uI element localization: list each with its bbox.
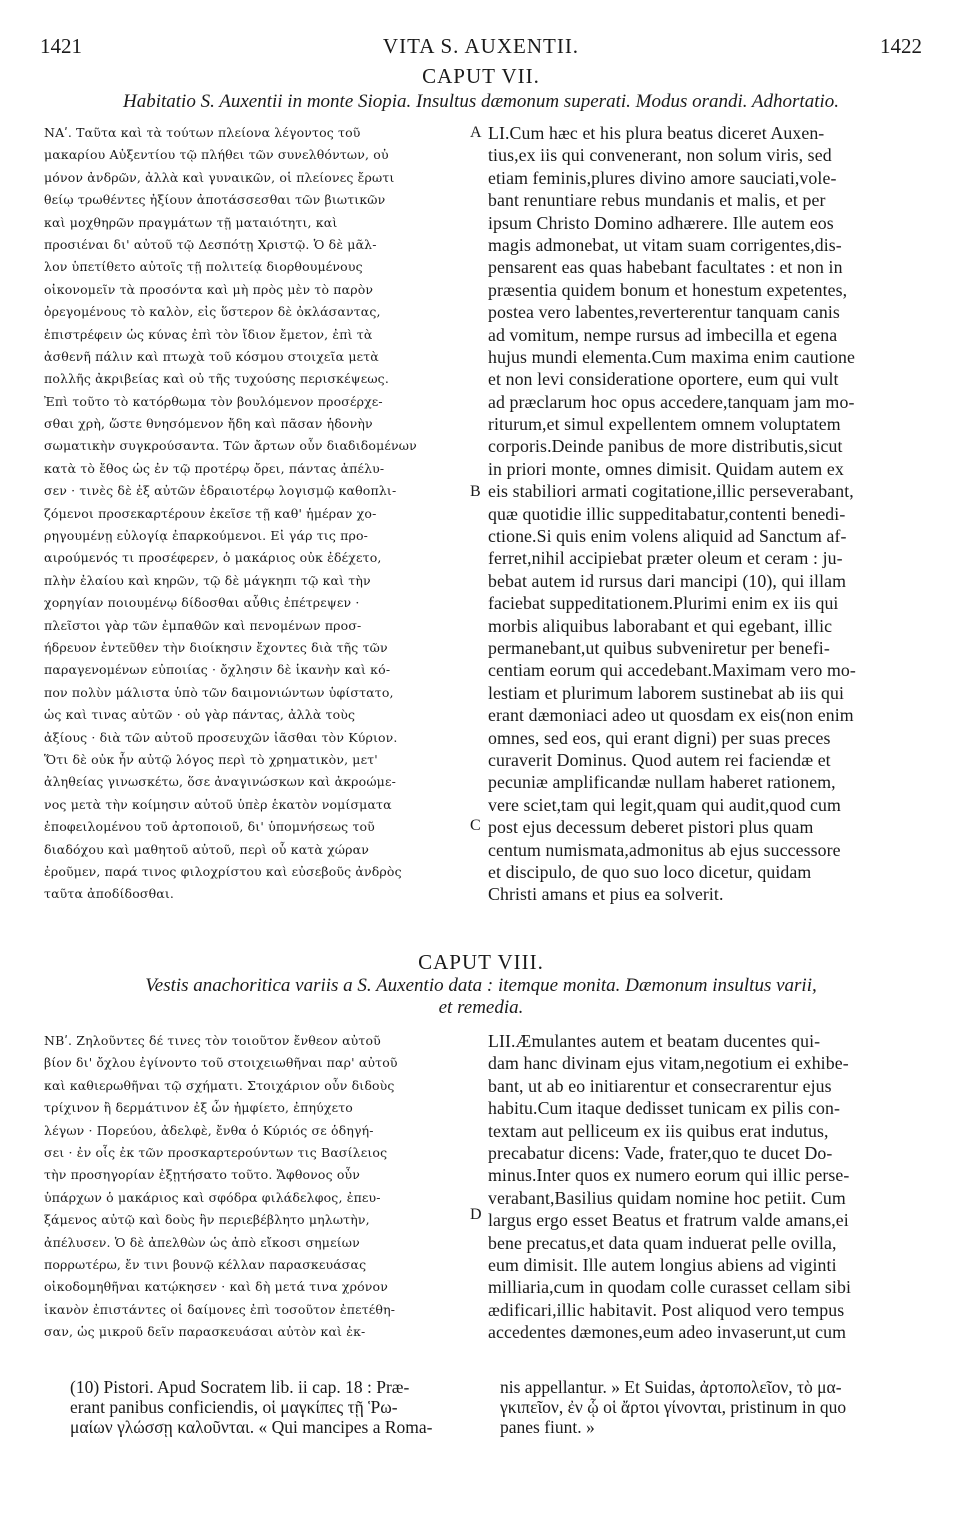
latin-text-line: præsentia quidem bonum et honestum expetentes, [488,279,848,300]
chapter-8-subtitle-line2: et remedia. [438,997,524,1018]
page-number-left: 1421 [40,34,82,58]
greek-text-line: ρηγουμένῃ εὐλογίᾳ ἐπαρκούμενοι. Εἰ γάρ τις προ- [44,528,369,544]
footnote-line: γκιπεῖον, ἐν ᾧ οἱ ἄρτοι γίνονται, pristinum in quo [500,1397,847,1417]
latin-text-line: omnes, sed eos, qui erant digni) per suas preces [488,727,831,748]
greek-text-line: πλὴν ἐλαίου καὶ κηρῶν, τῷ δὲ μάγκηπι τῷ καὶ τὴν [44,572,371,588]
greek-text-line: οἰκοδομηθῆναι κατῴκησεν · καὶ δὴ μετά τινα χρόνον [44,1279,388,1295]
latin-text-line: faciebat suppeditationem.Plurimi enim ex iis qui [488,593,839,614]
latin-text-line: pensarent eas quas habebant facultates : et non in [488,257,843,278]
greek-text-line: προσιέναι δι' αὐτοῦ τῷ Δεσπότῃ Χριστῷ. Ὁ δὲ μᾶλ- [44,236,377,252]
chapter-7-subtitle: Habitatio S. Auxentii in monte Siopia. Insultus dæmonum superati. Modus orandi. Adhortatio. [122,91,840,112]
footnote-right [500,1377,926,1437]
greek-text-line: χορηγίαν ποιουμένῳ δίδοσθαι αὖθις ἐπέτρεψεν · [44,595,360,611]
latin-text-line: LI.Cum hæc et his plura beatus diceret Auxen- [488,123,825,143]
latin-text-line: ctione.Si quis enim volens aliquid ad Sanctum af- [488,526,847,547]
margin-marker-a: A [470,124,482,141]
greek-text-line: τρίχινον ἢ δερμάτινον ἐξ ὧν ἠμφίετο, ἐπηύχετο [44,1100,353,1116]
greek-text-line: ὑπάρχων ὁ μακάριος καὶ σφόδρα φιλάδελφος, ἐπευ- [44,1189,381,1205]
latin-text-line: centum numismata,admonitus ab ejus successore [488,839,841,860]
greek-text-line: μόνον ἀνδρῶν, ἀλλὰ καὶ γυναικῶν, οἱ πλείονες ἔρωτι [44,169,395,185]
greek-text-line: λέγων · Πορεύου, ἀδελφὲ, ἔνθα ὁ Κύριός σε ὁδηγή- [44,1122,374,1138]
greek-text-line: ἀξίους · διὰ τῶν αὐτοῦ προσευχῶν ἰᾶσθαι τὸν Κύριον. [44,729,398,745]
chapter-7-greek-column [44,122,476,906]
greek-text-line: ΝΒʹ. Ζηλοῦντες δέ τινες τὸν τοιοῦτον ἔνθεον αὐτοῦ [44,1033,381,1048]
latin-text-line: tius,ex iis qui convenerant, non solum viris, sed [488,145,832,166]
greek-text-line: ἐροῦμεν, παρά τινος φιλοχρίστου καὶ εὐσεβοῦς ἀνδρὸς [44,863,402,879]
greek-text-line: ὀρεγομένους τὸ καλὸν, εἰς ὕστερον δὲ ὀκλάσαντας, [44,304,381,320]
greek-text-line: ἱκανὸν ἐπιστάντες οἱ δαίμονες ἐπὶ τοσοῦτον ἐπετέθη- [44,1301,396,1317]
latin-text-line: textam aut pelliceum ex iis quibus erat indutus, [488,1120,829,1141]
latin-text-line: Christi amans et pius ea solverit. [488,884,724,905]
latin-text-line: centiam eorum qui accedebant.Maximam vero mo- [488,660,856,681]
footnote-line: panes fiunt. » [500,1417,595,1437]
running-title: VITA S. AUXENTII. [382,34,580,58]
chapter-7-title: CAPUT VII. [422,64,540,88]
footnote-left [70,1377,474,1437]
greek-text-line: πλεῖστοι γὰρ τῶν ἐμπαθῶν καὶ πενομένων προσ- [44,617,362,633]
latin-text-line: ipsum Christo Domino adhærere. Ille autem eos [488,212,834,233]
greek-text-line: θείῳ τρωθέντες ἠξίουν ἀποτάσσεσθαι τῶν βιωτικῶν [44,192,386,208]
chapter-8-greek-column [44,1030,476,1343]
latin-text-line: vere sciet,tam qui legit,quam qui audit,quod cum [488,794,841,815]
greek-text-line: ζόμενοι προσεκαρτέρουν ἐκεῖσε τῇ καθ' ἡμέραν χο- [44,505,377,521]
latin-text-line: riturum,et simul expellentem omnem voluptatem [488,414,841,435]
footnote-line: (10) Pistori. Apud Socratem lib. ii cap. 18 : Præ- [70,1377,410,1397]
greek-text-line: κατὰ τὸ ἔθος ὡς ἐν τῷ προτέρῳ ὄρει, πάντας ἀπέλυ- [44,460,385,476]
latin-text-line: dam hanc divinam ejus vitam,negotium ei exhibe- [488,1053,849,1074]
greek-text-line: πον πολὺν μάλιστα ὑπὸ τῶν δαιμονιώντων ὑφίστατο, [44,684,394,700]
margin-marker-c: C [470,817,481,834]
latin-text-line: habitu.Cum itaque dedisset tunicam ex pilis con- [488,1098,840,1119]
greek-text-line: πολλῆς ἀκριβείας καὶ οὐ τῆς τυχούσης περισκέψεως. [44,371,389,387]
footnote-line: erant panibus conficiendis, οἱ μαγκίπες τῇ Ῥω- [70,1397,398,1417]
latin-text-line: morbis aliquibus laborabant et qui egebant, illic [488,615,833,636]
greek-text-line: ἀσθενῆ πάλιν καὶ πτωχὰ τοῦ κόσμου στοιχεῖα μετὰ [44,348,379,364]
chapter-7-latin-column [488,122,926,906]
greek-text-line: σαν, ὡς μικροῦ δεῖν παρασκευάσαι αὐτὸν καὶ ἐκ- [44,1324,366,1340]
greek-text-line: οἰκονομεῖν τὰ προσόντα καὶ μὴ πρὸς μὲν τὸ παρὸν [44,281,374,297]
greek-text-line: Ὅτι δὲ οὐκ ἦν αὐτῷ λόγος περὶ τὸ χρηματικὸν, μετ' [44,751,378,767]
latin-text-line: bant, ut ab eo initiarentur et consecrarentur ejus [488,1075,832,1096]
page-header [40,34,922,62]
latin-text-line: eis stabiliori armati cogitatione,illic perseverabant, [488,481,854,502]
greek-text-line: ὡς καὶ τινας αὐτῶν · οὐ γὰρ πάντας, ἀλλὰ τοὺς [44,707,356,723]
greek-text-line: μακαρίου Αὐξεντίου τῷ πλήθει τῶν συνελθόντων, οὐ [44,147,389,163]
latin-text-line: ad præclarum hoc opus accedere,tanquam jam mo- [488,391,855,412]
latin-text-line: permanebant,ut quibus subveniretur per benefi- [488,637,830,658]
page-number-right: 1422 [880,34,922,58]
latin-text-line: etiam feminis,plures divino amore sauciati,vole- [488,167,837,188]
latin-text-line: in priori monte, omnes dimisit. Quidam autem ex [488,458,844,479]
latin-text-line: minus.Inter quos ex numero eorum qui illic perse- [488,1165,850,1186]
latin-text-line: et discipulo, de quo suo loco dicetur, quidam [488,861,812,882]
latin-text-line: quæ quotidie illic suppeditabatur,contenti benedi- [488,503,846,524]
latin-text-line: accedentes dæmones,eum adeo invaserunt,ut cum [488,1322,847,1343]
greek-text-line: σεν · τινὲς δὲ ἐξ αὐτῶν ἑδραιοτέρῳ λογισμῷ καθοπλι- [44,483,397,499]
greek-text-line: βίον δι' ὄχλου ἐγίνοντο τοῦ στοιχειωθῆναι παρ' αὐτοῦ [44,1055,398,1071]
greek-text-line: σει · ἐν οἷς ἐκ τῶν προσκαρτερούντων τις Βασίλειος [44,1144,388,1160]
footnote-line: nis appellantur. » Et Suidas, ἀρτοπολεῖον, τὸ μα- [500,1377,842,1397]
chapter-8-title: CAPUT VIII. [418,950,544,974]
footnote-line: μαίων γλώσσῃ καλοῦνται. « Qui mancipes a Roma- [70,1417,433,1437]
chapter-8-subtitle-line1: Vestis anachoritica variis a S. Auxentio data : itemque monita. Dæmonum insultus varii, [145,975,817,996]
greek-text-line: νος μετὰ τὴν κοίμησιν αὐτοῦ ὑπὲρ ἑκατὸν νομίσματα [44,796,392,812]
greek-text-line: Ἐπὶ τοῦτο τὸ κατόρθωμα τὸν βουλόμενον προσέρχε- [44,393,383,409]
latin-text-line: hujus mundi elementa.Cum maxima enim cautione [488,346,855,367]
greek-text-line: αιρούμενός τι προσέφερεν, ὁ μακάριος οὐκ ἐδέχετο, [44,550,382,566]
latin-text-line: largus ergo esset Beatus et fratrum valde amans,ei [488,1210,849,1231]
greek-text-line: καὶ καθιερωθῆναι τῷ σχήματι. Στοιχάριον οὖν διδοὺς [44,1077,395,1093]
latin-text-line: milliaria,cum in quodam colle curasset cellam sibi [488,1277,851,1298]
greek-text-line: ἀληθείας γινωσκέτω, ὅσε ἀναγινώσκων καὶ ἀκροώμε- [44,774,396,790]
chapter-8-latin-column [488,1030,926,1343]
margin-marker-b: B [470,483,481,500]
greek-text-line: σωματικὴν συγκρούσαντα. Τῶν ἄρτων οὖν διαδιδομένων [44,438,417,454]
greek-text-line: πορρωτέρω, ἔν τινι βουνῷ κέλλαν παρασκευάσας [44,1256,367,1272]
greek-text-line: ταῦτα ἀποδίδοσθαι. [44,886,175,902]
latin-text-line: lestiam et plurimum laborem sustinebat ab iis qui [488,682,845,703]
latin-text-line: curaverit Dominus. Quod autem rei faciendæ et [488,749,831,770]
greek-text-line: παραγενομένων εὐποιίας · ὄχλησιν δὲ ἱκανὴν καὶ κό- [44,662,391,678]
latin-text-line: et non levi consideratione oportere, eum qui vult [488,369,839,390]
greek-text-line: καὶ μοχθηρῶν πραγμάτων τῇ ματαιότητι, καὶ [44,214,338,230]
greek-text-line: διαδόχου καὶ μαθητοῦ αὐτοῦ, περὶ οὗ κατὰ χώραν [44,841,369,857]
latin-text-line: post ejus decessum deberet pistori plus quam [488,817,814,838]
greek-text-line: ξάμενος αὐτῷ καὶ δοὺς ἣν περιεβέβλητο μηλωτὴν, [44,1212,370,1228]
latin-text-line: magis admonebat, ut vitam suam corrigentes,dis- [488,234,842,255]
greek-text-line: λον ὑπετίθετο αὐτοῖς τῇ πολιτείᾳ διορθουμένους [44,259,363,275]
latin-text-line: ferret,nihil accipiebat præter oleum et ceram : ju- [488,548,843,569]
latin-text-line: eum dimisit. Ille autem longius abiens ad viginti [488,1254,837,1275]
margin-marker-d: D [470,1206,482,1223]
latin-text-line: verabant,Basilius quidam nomine hoc petiit. Cum [488,1187,846,1208]
latin-text-line: erant dæmoniaci adeo ut quosdam ex eis(non enim [488,705,854,726]
greek-text-line: ἐποφειλομένου τοῦ ἀρτοποιοῦ, δι' ὑπομνήσεως τοῦ [44,819,375,835]
greek-text-line: ήδρευον ἐντεῦθεν τὴν διοίκησιν ἔχοντες διὰ τῆς τῶν [44,639,388,655]
latin-text-line: postea vero labentes,reverterentur tanquam canis [488,302,840,323]
greek-text-line: ΝΑʹ. Ταῦτα καὶ τὰ τούτων πλείονα λέγοντος τοῦ [44,125,361,140]
latin-text-line: bant renuntiare rebus mundanis et malis, et per [488,190,826,211]
greek-text-line: ἀπέλυσεν. Ὁ δὲ ἀπελθὼν ὡς ἀπὸ εἴκοσι σημείων [44,1234,360,1250]
greek-text-line: ἐπιστρέφειν ὡς κύνας ἐπὶ τὸν ἴδιον ἔμετον, ἐπὶ τὰ [44,326,373,342]
latin-text-line: LII.Æmulantes autem et beatam ducentes qui- [488,1031,821,1051]
latin-text-line: pecuniæ amplificandæ nullam haberet rationem, [488,772,836,793]
latin-text-line: precabatur dicens: Vade, frater,quo te ducet Do- [488,1142,833,1163]
greek-text-line: τὴν προσηγορίαν ἐξῃτήσατο τοῦτο. Ἄφθονος οὖν [44,1167,361,1183]
latin-text-line: bene precatus,et data quam induerat pelle ovilla, [488,1232,837,1253]
latin-text-line: ædificari,illic habitavit. Post aliquod vero tempus [488,1299,845,1320]
latin-text-line: corporis.Deinde panibus de more distributis,sicut [488,436,843,457]
latin-text-line: ad vomitum, nempe rursus ad imbecilla et egena [488,324,838,345]
latin-text-line: bebat autem id rursus dari mancipi (10), qui illam [488,570,847,591]
greek-text-line: σθαι χρὴ, ὥστε θνησόμενον ἤδη καὶ πᾶσαν ἡδονὴν [44,416,373,432]
